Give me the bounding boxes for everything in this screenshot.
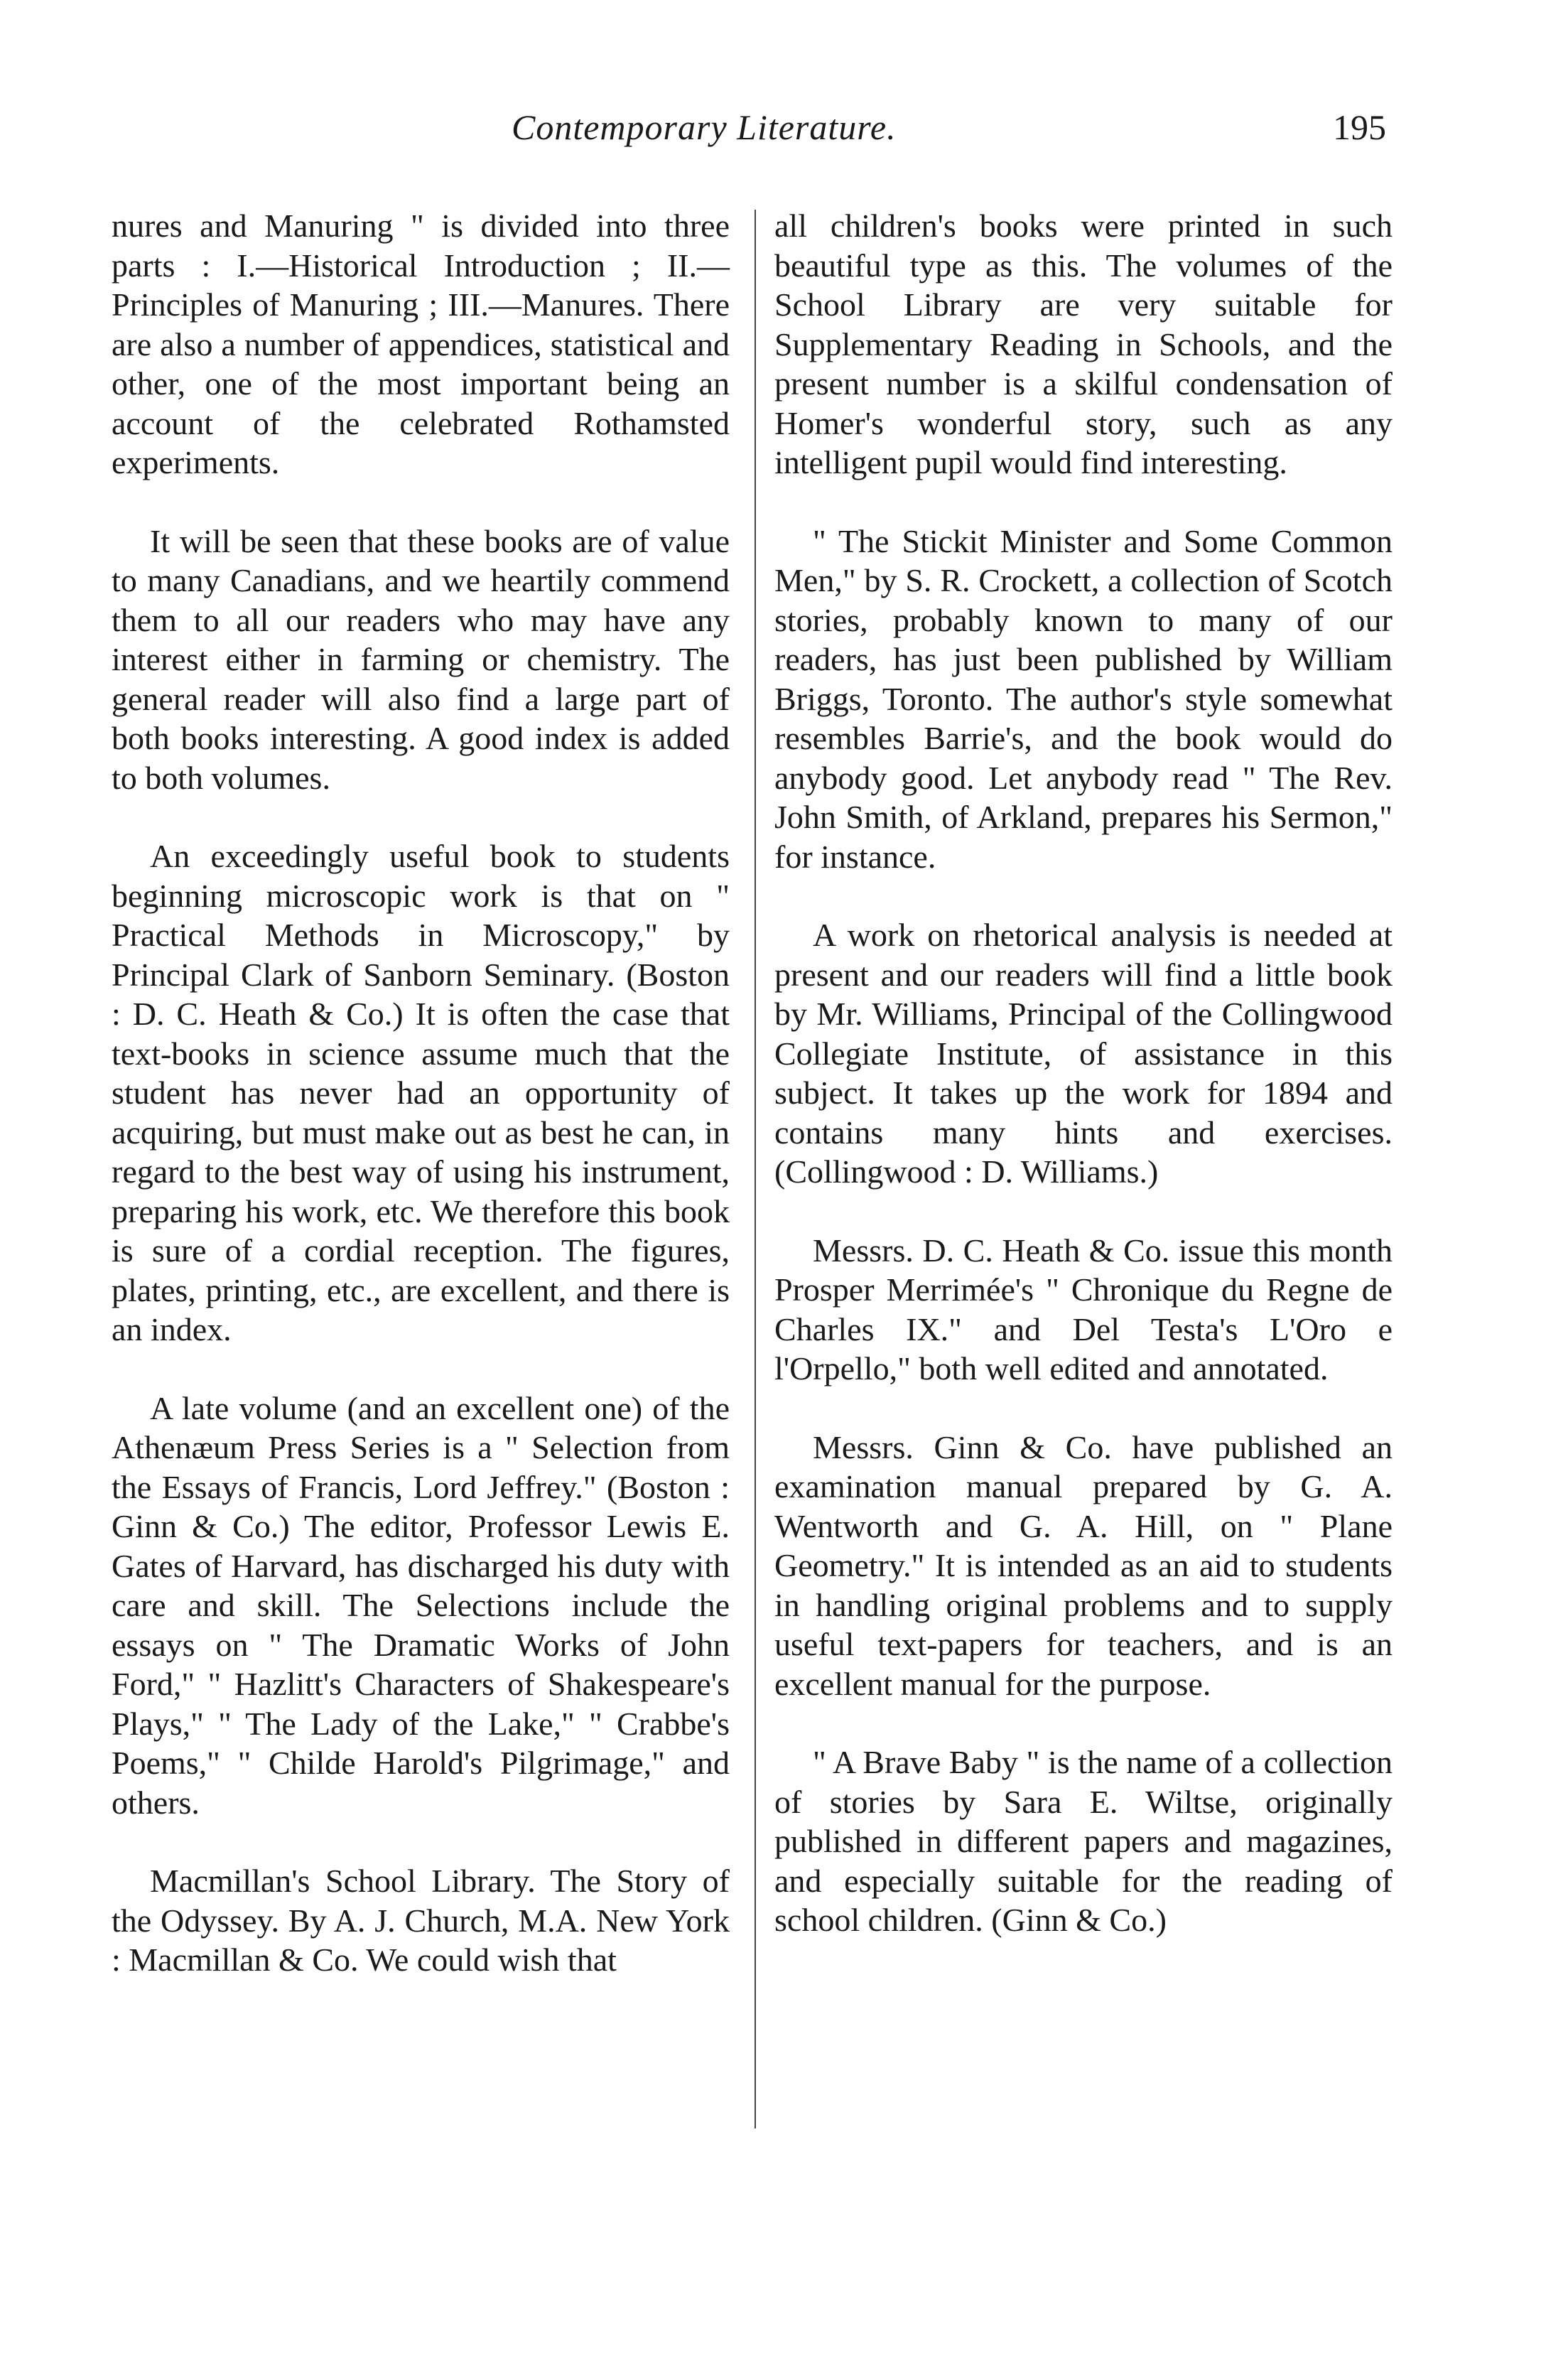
paragraph: Messrs. Ginn & Co. have published an examination manual prepared by G. A. Wentworth and G. A. Hill, on " Plane Geometry." It is intended as an aid to students in handling original problems and to supply useful text-papers for teachers, and is an excellent manual for the purpose. [774,1428,1393,1702]
column-divider [755,210,756,2128]
paragraph: Macmillan's School Library. The Story of the Odyssey. By A. J. Church, M.A. New York : Macmillan & Co. We could wish that [112,1863,730,1978]
paragraph: all children's books were printed in such beautiful type as this. The volumes of the School Library are very suitable for Supplementary Reading in Schools, and the present number is a skilful condensation of Homer's wonderful story, such as any intelligent pupil would find interesting. [774,208,1393,480]
running-head [0,107,1541,163]
running-title: Contemporary Literature. [512,107,897,147]
paragraph: A late volume (and an excellent one) of the Athenæum Press Series is a " Selection from the Essays of Francis, Lord Jeffrey." (Boston : Ginn & Co.) The editor, Professor Lewis E. Gates of Harvard, has discharged his duty with care and skill. The Selections include the essays on " The Dramatic Works of John Ford," " Hazlitt's Characters of Shakespeare's Plays," " The Lady of the Lake," " Crabbe's Poems," " Childe Harold's Pilgrimage," and others. [112,1389,730,1821]
left-column [112,206,730,2019]
paragraph: " The Stickit Minister and Some Common Men," by S. R. Crockett, a collection of Scotch stories, probably known to many of our readers, has just been published by William Briggs, Toronto. The author's style somewhat resembles Barrie's, and the book would do anybody good. Let anybody read " The Rev. John Smith, of Arkland, prepares his Sermon," for instance. [774,522,1393,875]
paragraph: A work on rhetorical analysis is needed at present and our readers will find a little book by Mr. Williams, Principal of the Collingwood Collegiate Institute, of assistance in this subject. It takes up the work for 1894 and contains many hints and exercises. (Collingwood : D. Williams.) [774,917,1393,1190]
page-number: 195 [1333,107,1386,147]
paragraph: nures and Manuring " is divided into three parts : I.—Historical Introduction ; II.—Principles of Manuring ; III.—Manures. There are also a number of appendices, statistical and other, one of the most important being an account of the celebrated Rothamsted experiments. [112,208,730,480]
paragraph: It will be seen that these books are of value to many Canadians, and we heartily commend them to all our readers who may have any interest either in farming or chemistry. The general reader will also find a large part of both books interesting. A good index is added to both volumes. [112,522,730,796]
paragraph: " A Brave Baby " is the name of a collection of stories by Sara E. Wiltse, originally published in different papers and magazines, and especially suitable for the reading of school children. (Ginn & Co.) [774,1744,1393,1938]
paragraph: An exceedingly useful book to students beginning microscopic work is that on " Practical Methods in Microscopy," by Principal Clark of Sanborn Seminary. (Boston : D. C. Heath & Co.) It is often the case that text-books in science assume much that the student has never had an opportunity of acquiring, but must make out as best he can, in regard to the best way of using his instrument, preparing his work, etc. We therefore this book is sure of a cordial reception. The figures, plates, printing, etc., are excellent, and there is an index. [112,838,730,1347]
paragraph: Messrs. D. C. Heath & Co. issue this month Prosper Merrimée's " Chronique du Regne de Charles IX." and Del Testa's L'Oro e l'Orpello," both well edited and annotated. [774,1232,1393,1386]
right-column [774,206,1393,1979]
